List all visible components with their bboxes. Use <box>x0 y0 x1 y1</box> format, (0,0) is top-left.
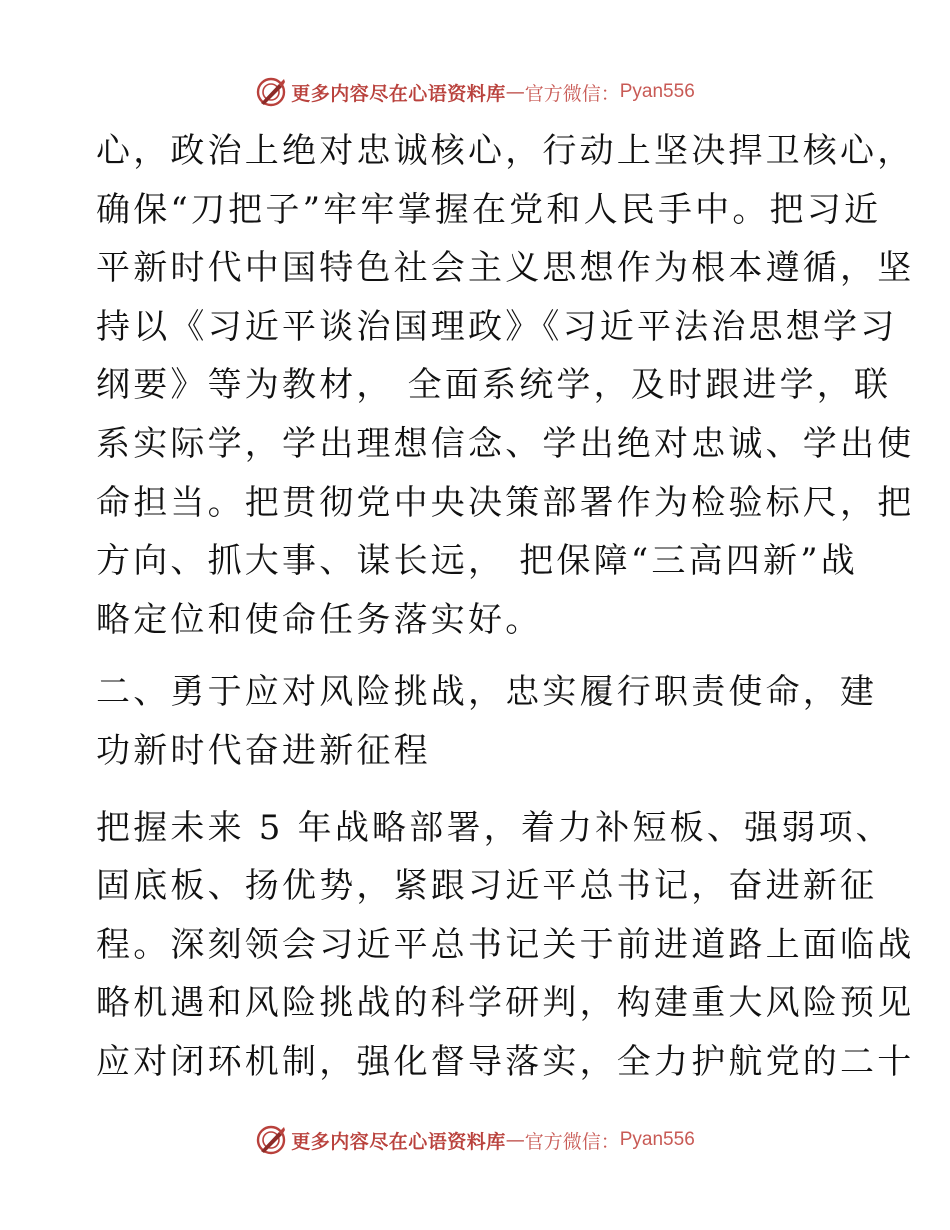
footer-banner <box>0 1120 950 1160</box>
banner-wechat-label: 官方微信： <box>524 1130 620 1153</box>
banner-dash: — <box>505 1129 525 1151</box>
banner-brand-text: 更多内容尽在心语资料库 <box>291 1130 506 1153</box>
banner-wechat-id: Pyan556 <box>619 81 695 102</box>
paragraph-1 <box>96 122 915 649</box>
header-banner <box>0 72 950 112</box>
text-line: 确保“刀把子”牢牢掌握在党和人民手中。把习近 <box>96 189 882 230</box>
heading-line: 二、勇于应对风险挑战，忠实履行职责使命，建 <box>96 672 878 713</box>
text-line: 持以《习近平谈治国理政》《习近平法治思想学习 <box>96 306 898 347</box>
section-heading <box>96 663 878 780</box>
text-line: 把握未来 5 年战略部署，着力补短板、强弱项、 <box>96 807 893 848</box>
heading-line: 功新时代奋进新征程 <box>96 730 431 771</box>
quill-pen-seal-icon <box>255 76 287 108</box>
text-line: 略定位和使命任务落实好。 <box>96 599 543 640</box>
banner-wechat-id: Pyan556 <box>619 1129 695 1150</box>
text-line: 程。深刻领会习近平总书记关于前进道路上面临战 <box>96 924 915 965</box>
text-line: 命担当。把贯彻党中央决策部署作为检验标尺，把 <box>96 482 915 523</box>
banner-brand-text: 更多内容尽在心语资料库 <box>291 82 506 105</box>
text-line: 纲要》等为教材， 全面系统学，及时跟进学，联 <box>96 365 892 406</box>
quill-pen-seal-icon <box>255 1124 287 1156</box>
text-line: 系实际学，学出理想信念、学出绝对忠诚、学出使 <box>96 423 915 464</box>
text-line: 心，政治上绝对忠诚核心，行动上坚决捍卫核心， <box>96 131 915 171</box>
document-body <box>96 122 915 1092</box>
text-line: 固底板、扬优势，紧跟习近平总书记，奋进新征 <box>96 866 878 907</box>
paragraph-2 <box>96 799 915 1092</box>
banner-wechat-label: 官方微信： <box>524 82 620 105</box>
text-line: 应对闭环机制，强化督导落实，全力护航党的二十 <box>96 1041 915 1082</box>
text-line: 方向、抓大事、谋长远， 把保障“三高四新”战 <box>96 541 858 582</box>
text-line: 平新时代中国特色社会主义思想作为根本遵循，坚 <box>96 248 915 289</box>
text-line: 略机遇和风险挑战的科学研判，构建重大风险预见 <box>96 983 915 1024</box>
banner-dash: — <box>505 81 525 103</box>
